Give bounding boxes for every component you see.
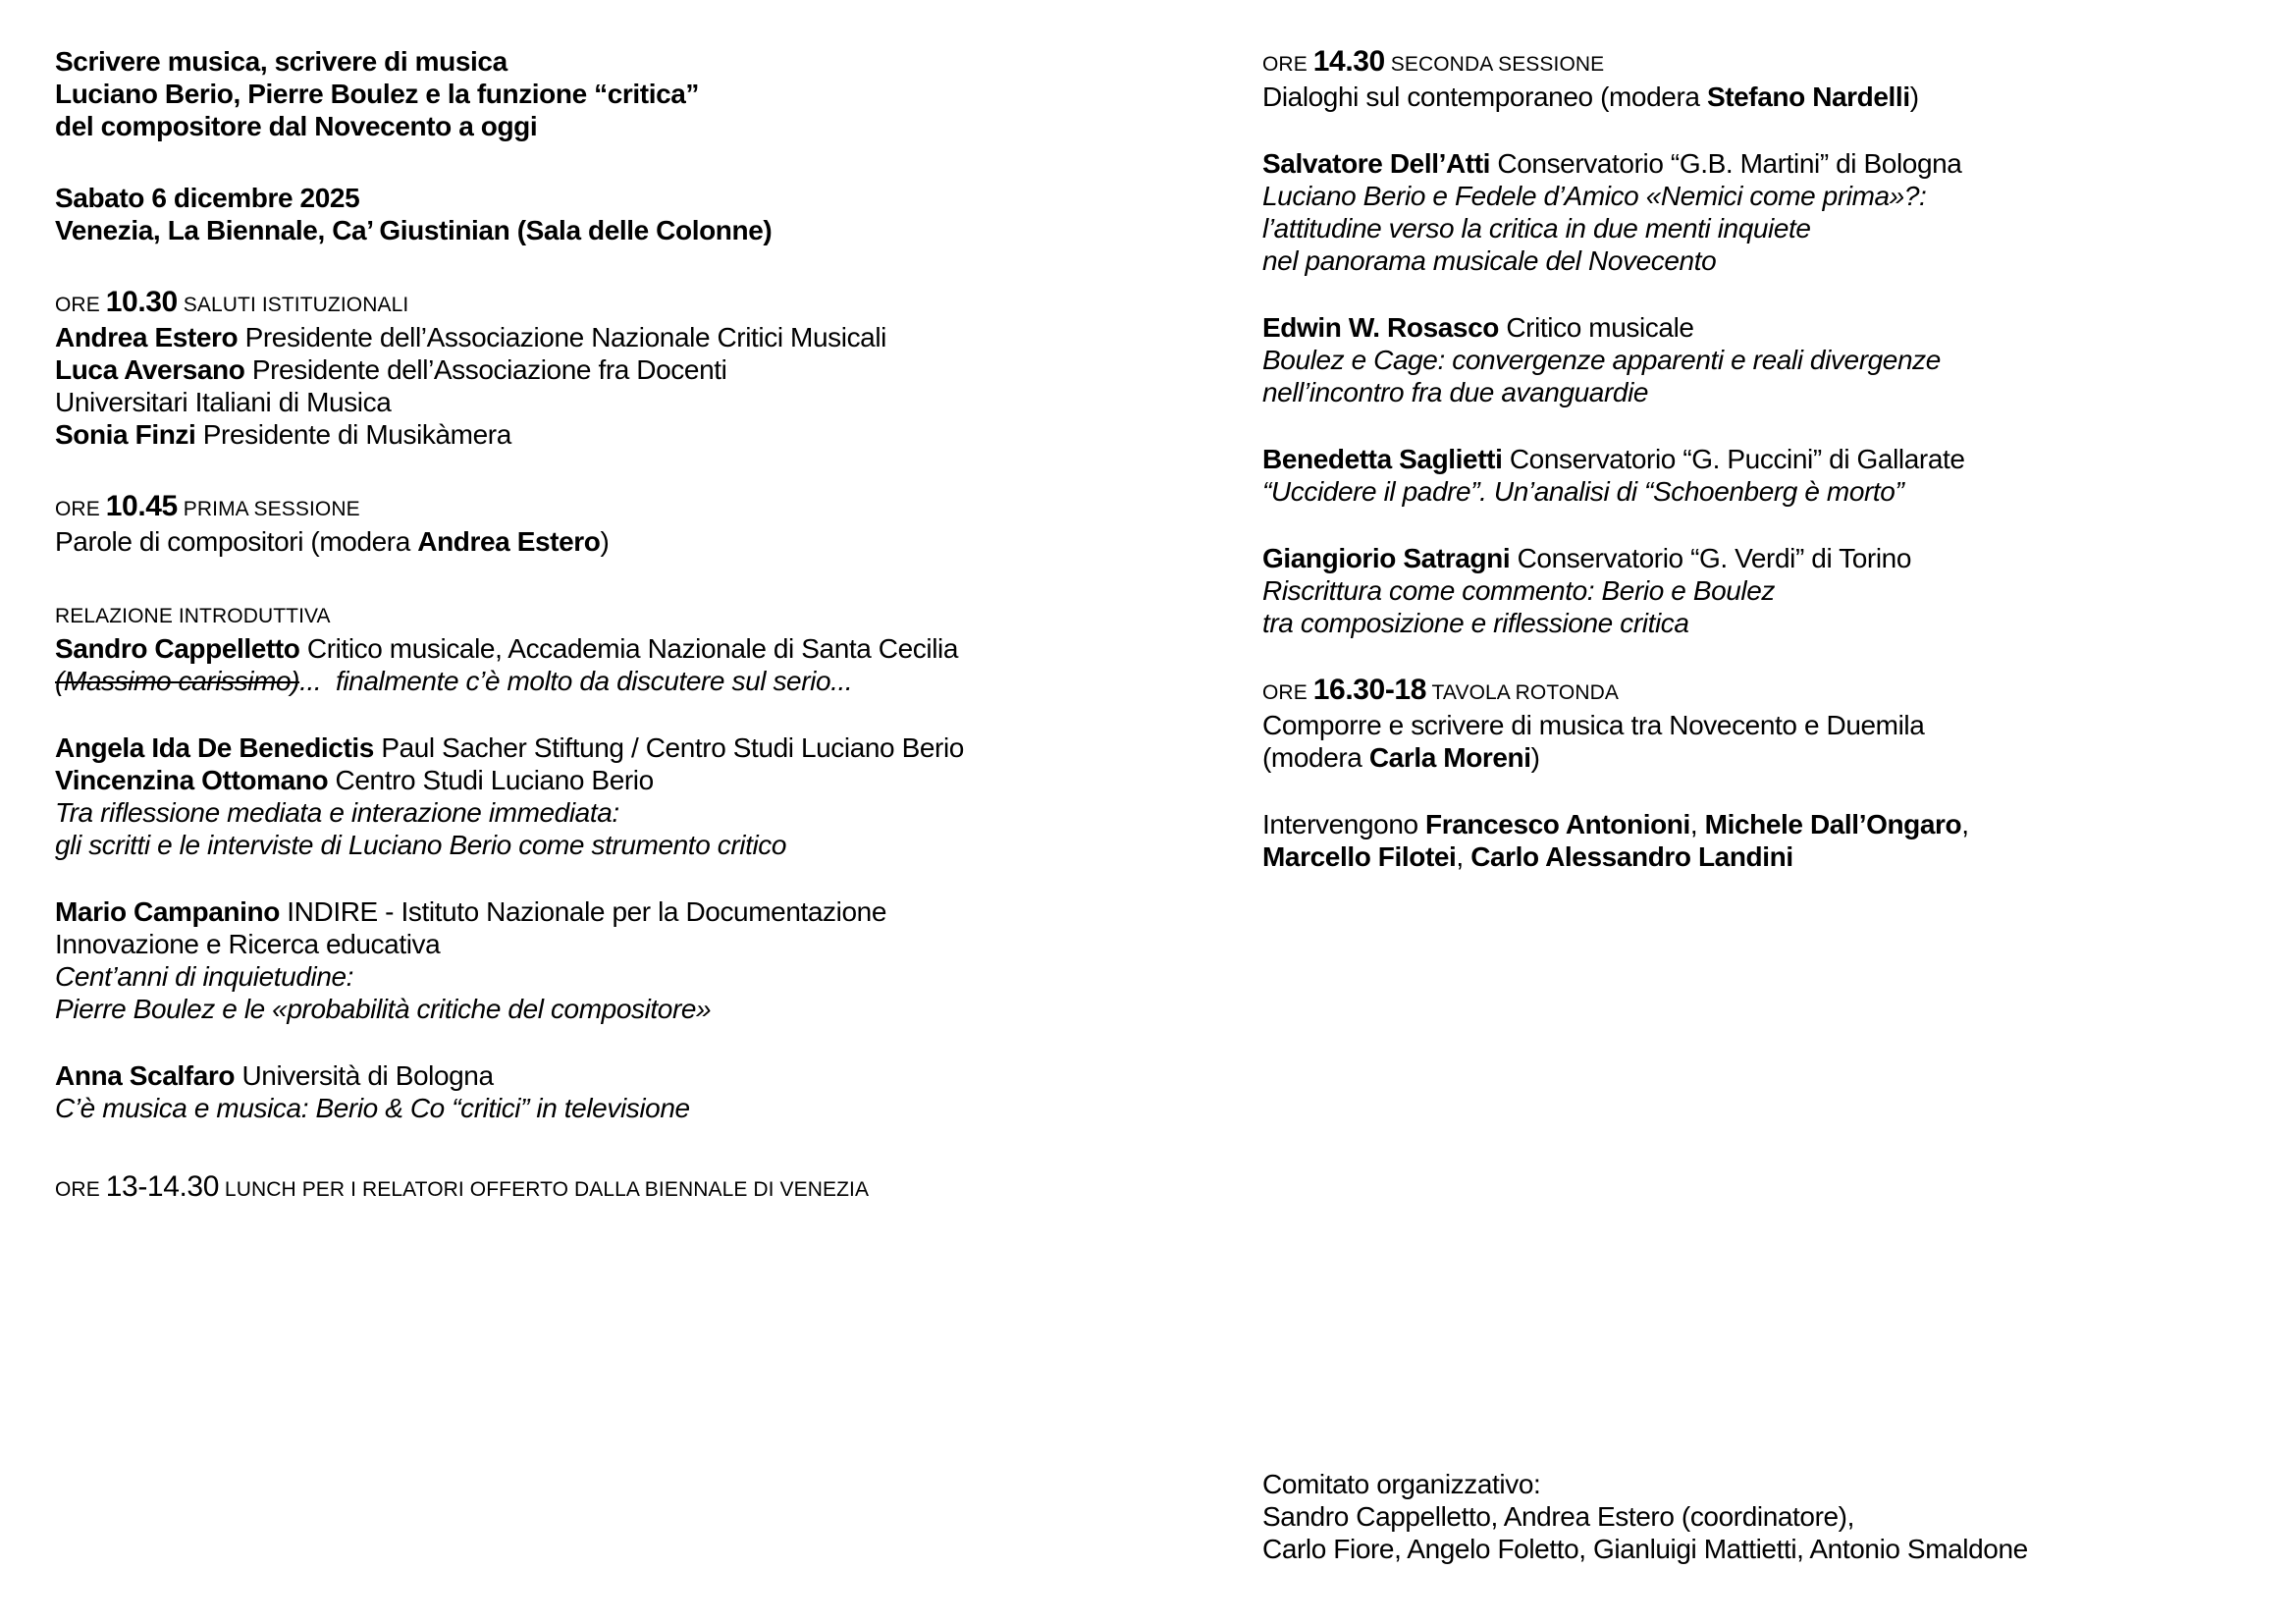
session-time: 10.45 [105, 490, 178, 522]
speaker-name: Benedetta Saglietti [1262, 444, 1503, 474]
talk-title: nel panorama musicale del Novecento [1262, 245, 1717, 276]
session-time: 13-14.30 [105, 1170, 219, 1203]
talk-title: ... finalmente c’è molto da discutere sul serio... [299, 666, 853, 696]
text-line [1262, 45, 2264, 81]
speaker-name: Sonia Finzi [55, 419, 196, 450]
talk-title: Boulez e Cage: convergenze apparenti e reali divergenze [1262, 345, 1941, 375]
session-subtitle: Comporre e scrivere di musica tra Novecento e Duemila [1262, 710, 1925, 740]
text-line [55, 895, 1213, 928]
text-line [1262, 244, 2264, 277]
lunch-note [55, 1170, 1213, 1206]
session-label: LUNCH PER I RELATORI OFFERTO DALLA BIENNALE DI VENEZIA [218, 1178, 870, 1201]
event-date-venue [55, 182, 1213, 246]
text-line [1262, 376, 2264, 408]
speaker-affiliation: Presidente dell’Associazione fra Docenti [244, 354, 727, 385]
speaker-affiliation: Università di Bologna [235, 1060, 494, 1091]
speaker-name: Andrea Estero [55, 322, 239, 352]
speaker-affiliation: Conservatorio “G.B. Martini” di Bologna [1490, 148, 1962, 179]
time-prefix: ORE [1262, 681, 1313, 704]
text-line [1262, 607, 2264, 639]
text-line [55, 110, 1213, 142]
session-time: 14.30 [1312, 45, 1385, 78]
panelist-name: Carlo Alessandro Landini [1470, 841, 1793, 872]
session-seconda-sessione [1262, 45, 2264, 113]
committee-members: Sandro Cappelletto, Andrea Estero (coordinatore), [1262, 1501, 1854, 1532]
program-left-column [55, 45, 1213, 1206]
text-line [1262, 1500, 2264, 1533]
panel-speakers [1262, 808, 2264, 873]
text-line [55, 993, 1213, 1025]
session-subtitle: ) [1530, 742, 1540, 773]
speaker-affiliation: Paul Sacher Stiftung / Centro Studi Luciano Berio [373, 732, 964, 763]
time-prefix: ORE [55, 498, 106, 520]
speaker-name: Vincenzina Ottomano [55, 765, 329, 795]
text-line [55, 665, 1213, 697]
text-line [55, 928, 1213, 960]
text-line [1262, 475, 2264, 508]
talk-title: C’è musica e musica: Berio & Co “critici” in televisione [55, 1093, 690, 1123]
text-line [55, 1092, 1213, 1124]
program-right-column [1262, 45, 2264, 1565]
panel-intro: Intervengono [1262, 809, 1426, 839]
talk-title: Pierre Boulez e le «probabilità critiche del compositore» [55, 994, 712, 1024]
panelist-name: Marcello Filotei [1262, 841, 1457, 872]
session-tavola-rotonda [1262, 674, 2264, 774]
text-line [55, 1170, 1213, 1206]
panelist-name: Francesco Antonioni [1425, 809, 1690, 839]
session-prima-sessione [55, 490, 1213, 558]
text-line [1262, 709, 2264, 741]
text-line [1262, 840, 2264, 873]
session-saluti-istituzionali [55, 286, 1213, 451]
text-line [55, 1059, 1213, 1092]
text-line [55, 214, 1213, 246]
speaker-affiliation: Innovazione e Ricerca educativa [55, 929, 441, 959]
text-line [55, 764, 1213, 796]
talk-title-struck: (Massimo carissimo) [55, 666, 300, 696]
talk-de-benedictis-ottomano [55, 731, 1213, 861]
speaker-affiliation: Centro Studi Luciano Berio [328, 765, 654, 795]
session-label: SALUTI ISTITUZIONALI [177, 294, 409, 316]
committee-heading: Comitato organizzativo: [1262, 1469, 1541, 1499]
session-label: TAVOLA ROTONDA [1425, 681, 1619, 704]
text-line [55, 525, 1213, 558]
organizing-committee [1262, 1468, 2264, 1565]
talk-rosasco [1262, 311, 2264, 408]
text-line [55, 829, 1213, 861]
text-line [55, 960, 1213, 993]
separator: , [1961, 809, 1969, 839]
moderator-name: Carla Moreni [1368, 742, 1531, 773]
session-time: 10.30 [105, 286, 178, 318]
text-line [55, 632, 1213, 665]
section-label: RELAZIONE INTRODUTTIVA [55, 605, 331, 627]
session-label: PRIMA SESSIONE [177, 498, 360, 520]
text-line [55, 321, 1213, 353]
talk-title: “Uccidere il padre”. Un’analisi di “Schoenberg è morto” [1262, 476, 1904, 507]
talk-title: nell’incontro fra due avanguardie [1262, 377, 1649, 407]
time-prefix: ORE [55, 1178, 106, 1201]
session-subtitle: ) [1909, 81, 1919, 112]
text-line [55, 353, 1213, 386]
speaker-affiliation: Conservatorio “G. Puccini” di Gallarate [1502, 444, 1965, 474]
speaker-affiliation: INDIRE - Istituto Nazionale per la Documentazione [279, 896, 886, 927]
talk-title: l’attitudine verso la critica in due menti inquiete [1262, 213, 1811, 244]
speaker-affiliation: Presidente dell’Associazione Nazionale Critici Musicali [238, 322, 886, 352]
session-subtitle: Parole di compositori (modera [55, 526, 418, 557]
text-line [1262, 443, 2264, 475]
committee-members: Carlo Fiore, Angelo Foletto, Gianluigi Mattietti, Antonio Smaldone [1262, 1534, 2028, 1564]
text-line [1262, 180, 2264, 212]
moderator-name: Stefano Nardelli [1706, 81, 1910, 112]
speaker-affiliation: Critico musicale, Accademia Nazionale di Santa Cecilia [299, 633, 959, 664]
text-line [1262, 808, 2264, 840]
text-line [55, 597, 1213, 632]
talk-scalfaro [55, 1059, 1213, 1124]
talk-dellatti [1262, 147, 2264, 277]
relazione-introduttiva [55, 597, 1213, 697]
text-line [55, 490, 1213, 525]
talk-campanino [55, 895, 1213, 1025]
speaker-name: Giangiorio Satragni [1262, 543, 1511, 573]
text-line [1262, 147, 2264, 180]
talk-satragni [1262, 542, 2264, 639]
text-line [1262, 574, 2264, 607]
event-title-line: del compositore dal Novecento a oggi [55, 111, 538, 141]
event-date: Sabato 6 dicembre 2025 [55, 183, 360, 213]
talk-title: Cent’anni di inquietudine: [55, 961, 354, 992]
text-line [1262, 741, 2264, 774]
event-title [55, 45, 1213, 142]
text-line [1262, 344, 2264, 376]
speaker-name: Anna Scalfaro [55, 1060, 236, 1091]
speaker-name: Edwin W. Rosasco [1262, 312, 1499, 343]
speaker-affiliation: Conservatorio “G. Verdi” di Torino [1510, 543, 1911, 573]
speaker-name: Angela Ida De Benedictis [55, 732, 374, 763]
talk-title: tra composizione e riflessione critica [1262, 608, 1689, 638]
talk-title: gli scritti e le interviste di Luciano Berio come strumento critico [55, 830, 787, 860]
panelist-name: Michele Dall’Ongaro [1704, 809, 1962, 839]
separator: , [1689, 809, 1705, 839]
text-line [55, 78, 1213, 110]
speaker-name: Luca Aversano [55, 354, 245, 385]
separator: , [1456, 841, 1471, 872]
text-line [55, 182, 1213, 214]
text-line [1262, 674, 2264, 709]
event-venue: Venezia, La Biennale, Ca’ Giustinian (Sala delle Colonne) [55, 215, 773, 245]
text-line [1262, 81, 2264, 113]
session-time: 16.30-18 [1312, 674, 1426, 706]
talk-saglietti [1262, 443, 2264, 508]
text-line [1262, 1533, 2264, 1565]
speaker-affiliation: Presidente di Musikàmera [195, 419, 511, 450]
speaker-affiliation: Universitari Italiani di Musica [55, 387, 392, 417]
speaker-name: Mario Campanino [55, 896, 280, 927]
text-line [1262, 1468, 2264, 1500]
session-label: SECONDA SESSIONE [1384, 53, 1605, 76]
talk-title: Luciano Berio e Fedele d’Amico «Nemici come prima»?: [1262, 181, 1927, 211]
text-line [55, 796, 1213, 829]
event-title-line: Scrivere musica, scrivere di musica [55, 46, 507, 77]
speaker-name: Sandro Cappelletto [55, 633, 300, 664]
text-line [1262, 542, 2264, 574]
speaker-name: Salvatore Dell’Atti [1262, 148, 1491, 179]
session-subtitle: ) [600, 526, 610, 557]
event-title-line: Luciano Berio, Pierre Boulez e la funzione “critica” [55, 79, 700, 109]
talk-title: Tra riflessione mediata e interazione immediata: [55, 797, 619, 828]
time-prefix: ORE [55, 294, 106, 316]
session-subtitle: Dialoghi sul contemporaneo (modera [1262, 81, 1707, 112]
text-line [55, 45, 1213, 78]
talk-title: Riscrittura come commento: Berio e Boulez [1262, 575, 1776, 606]
text-line [55, 418, 1213, 451]
text-line [55, 386, 1213, 418]
text-line [55, 731, 1213, 764]
text-line [1262, 212, 2264, 244]
time-prefix: ORE [1262, 53, 1313, 76]
session-subtitle: (modera [1262, 742, 1369, 773]
text-line [55, 286, 1213, 321]
moderator-name: Andrea Estero [417, 526, 601, 557]
text-line [1262, 311, 2264, 344]
speaker-affiliation: Critico musicale [1498, 312, 1694, 343]
